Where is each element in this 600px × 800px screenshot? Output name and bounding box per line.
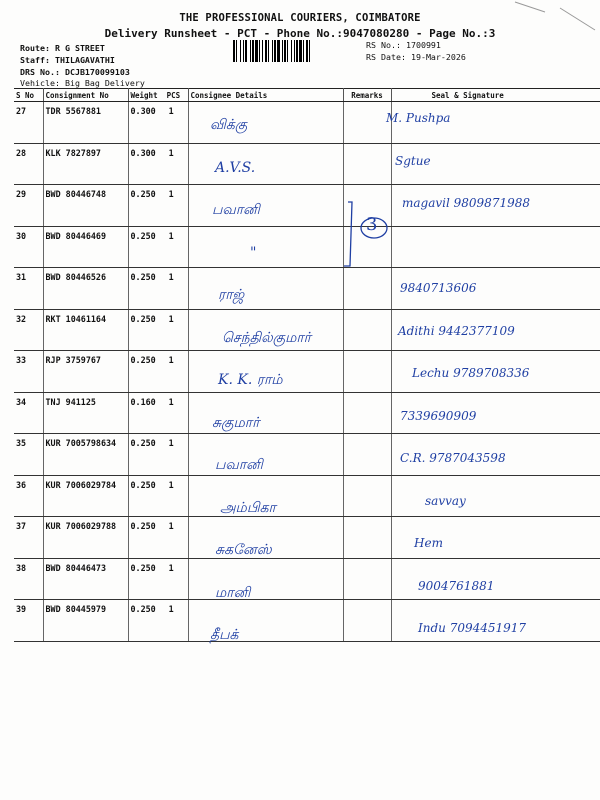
consignment-cell: KUR 7006029788 [43,517,128,559]
weight-cell [128,102,188,144]
remarks-cell [343,392,391,434]
weight-cell [128,309,188,351]
pcs-value: 1 [168,189,174,199]
weight-value: 0.250 [130,230,156,241]
company-title: THE PROFESSIONAL COURIERS, COIMBATORE [179,12,421,24]
route-label: Route: R G STREET [20,43,105,53]
consignee-handwriting: செந்தில்குமார் [222,329,311,346]
pcs-value: 1 [168,147,174,158]
table-row [14,226,600,268]
consignment-cell: BWD 80446526 [43,268,128,310]
weight-cell [128,558,188,600]
weight-value: 0.160 [130,396,156,407]
sno-cell: 36 [14,475,43,517]
remarks-cell [343,143,391,185]
runsheet-title: Delivery Runsheet - PCT - Phone No.:9047080280 - Page No.:3 [104,27,496,40]
weight-value: 0.250 [130,355,156,365]
signature-cell [391,226,600,268]
consignment-cell: KLK 7827897 [43,143,128,185]
consignment-cell: BWD 80446473 [43,558,128,600]
sno-cell: 30 [14,226,43,268]
staff-label: Staff: THILAGAVATHI [20,55,115,65]
signature-handwriting: C.R. 9787043598 [400,451,506,465]
remarks-cell [343,102,391,144]
weight-value: 0.250 [130,272,156,282]
weight-cell [128,517,188,559]
remarks-cell [343,268,391,310]
vehicle-label: Vehicle: Big Bag Delivery [20,78,145,88]
consignee-cell [188,268,343,310]
signature-handwriting: 9004761881 [418,578,495,593]
weight-value: 0.300 [130,106,156,116]
weight-cell [128,475,188,517]
weight-value: 0.250 [130,313,156,324]
remarks-cell [343,475,391,517]
consignee-handwriting: பவானி [212,202,260,218]
sno-cell: 37 [14,517,43,559]
weight-value: 0.300 [130,147,156,158]
table-row [14,143,600,185]
signature-handwriting: 9840713606 [400,281,477,295]
barcode-image [233,40,361,62]
table-row [14,392,600,434]
weight-value: 0.250 [130,604,156,614]
table-row [14,558,600,600]
sno-cell: 38 [14,558,43,600]
weight-cell [128,351,188,393]
weight-value: 0.250 [130,479,156,490]
pcs-value: 1 [168,272,174,282]
weight-cell [128,600,188,642]
rs-date: RS Date: 19-Mar-2026 [366,52,466,62]
sno-cell: 32 [14,309,43,351]
signature-handwriting: 7339690909 [400,408,477,423]
col-consignee-header: Consignee Details [188,89,343,102]
pcs-value: 1 [168,604,174,614]
remarks-cell [343,434,391,476]
consignment-cell: TNJ 941125 [43,392,128,434]
remarks-bracket-mark [340,200,390,270]
signature-cell [391,475,600,517]
sno-cell: 29 [14,185,43,227]
col-consignment-header: Consignment No [43,89,128,102]
sno-cell: 31 [14,268,43,310]
table-row [14,517,600,559]
pcs-value: 1 [168,479,174,490]
consignee-cell [188,226,343,268]
consignment-cell: RJP 3759767 [43,351,128,393]
consignee-handwriting: சுகுமார் [212,414,260,431]
table-row [14,434,600,476]
signature-handwriting: M. Pushpa [386,111,451,125]
table-row [14,475,600,517]
remarks-cell [343,517,391,559]
consignment-cell: KUR 7006029784 [43,475,128,517]
remarks-cell [343,351,391,393]
consignee-handwriting: ராஜ் [218,287,245,303]
weight-cell [128,392,188,434]
consignee-handwriting: பவானி [215,457,263,473]
consignment-cell: KUR 7005798634 [43,434,128,476]
weight-cell [128,434,188,476]
rs-number: RS No.: 1700991 [366,40,441,50]
remarks-cell [343,558,391,600]
signature-handwriting: savvay [425,493,466,508]
pcs-value: 1 [168,230,174,241]
signature-handwriting: magavil 9809871988 [402,196,530,210]
signature-handwriting: Sgtue [395,153,431,168]
table-header-row [14,89,600,102]
pcs-value: 1 [168,562,174,573]
col-weight-header: Weight [130,90,158,100]
weight-cell [128,268,188,310]
table-row [14,268,600,310]
sno-cell: 27 [14,102,43,144]
drs-label: DRS No.: DCJB170099103 [20,67,130,77]
pcs-value: 1 [168,313,174,324]
col-sno-header: S No [14,89,43,102]
pcs-value: 1 [168,438,174,448]
consignment-cell: BWD 80446748 [43,185,128,227]
signature-handwriting: Indu 7094451917 [418,621,527,635]
remarks-cell [343,600,391,642]
weight-value: 0.250 [130,438,156,448]
pcs-value: 1 [168,396,174,407]
consignee-handwriting: K. K. ராம் [218,372,283,388]
consignee-handwriting: A.V.S. [215,159,256,176]
consignment-cell: BWD 80445979 [43,600,128,642]
col-pcs-header: PCS [166,90,181,100]
weight-cell [128,143,188,185]
consignee-cell [188,558,343,600]
consignee-handwriting: " [250,244,257,261]
sno-cell: 34 [14,392,43,434]
pcs-value: 1 [168,521,174,531]
delivery-table [14,88,600,642]
sno-cell: 33 [14,351,43,393]
sno-cell: 35 [14,434,43,476]
weight-value: 0.250 [130,521,156,531]
signature-handwriting: Adithi 9442377109 [398,323,515,338]
weight-value: 0.250 [130,562,156,573]
remarks-mark-text: 3 [366,214,378,235]
pcs-value: 1 [168,355,174,365]
signature-handwriting: Lechu 9789708336 [412,366,530,380]
consignee-cell [188,143,343,185]
table-row [14,102,600,144]
consignee-cell [188,434,343,476]
consignee-handwriting: மானி [215,584,251,601]
col-weight-pcs-header [128,89,188,102]
consignment-cell: TDR 5567881 [43,102,128,144]
sno-cell: 39 [14,600,43,642]
consignee-handwriting: தீபக் [210,627,239,643]
consignment-cell: RKT 10461164 [43,309,128,351]
pcs-value: 1 [168,106,174,116]
sno-cell: 28 [14,143,43,185]
consignee-handwriting: அம்பிகா [220,499,276,516]
weight-value: 0.250 [130,189,156,199]
consignee-handwriting: விக்கு [210,117,248,133]
col-remarks-header: Remarks [343,89,391,102]
consignee-handwriting: சுகனேஸ் [215,542,272,558]
col-signature-header: Seal & Signature [391,89,600,102]
weight-cell [128,226,188,268]
consignment-cell: BWD 80446469 [43,226,128,268]
remarks-cell [343,309,391,351]
weight-cell [128,185,188,227]
signature-handwriting: Hem [414,536,443,550]
